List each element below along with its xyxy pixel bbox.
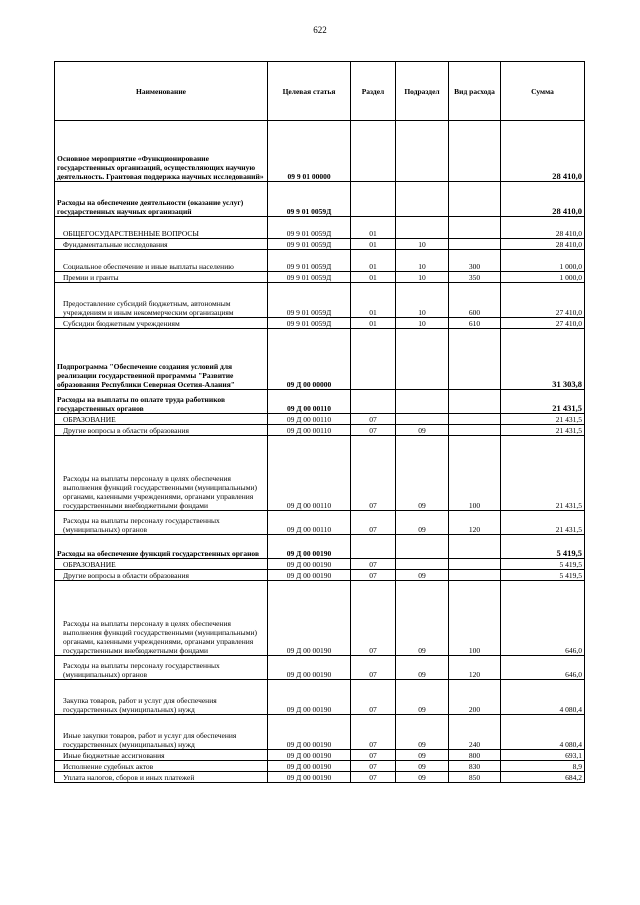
cell-section: 07 xyxy=(351,414,396,425)
cell-subsection: 10 xyxy=(396,272,449,283)
cell-amount: 4 080,4 xyxy=(501,680,585,715)
cell-target: 09 Д 00 00190 xyxy=(268,559,351,570)
cell-subsection xyxy=(396,559,449,570)
cell-name: Предоставление субсидий бюджетным, автономным учреждениям и иным некоммерческим организациям xyxy=(55,283,268,318)
page-number: 622 xyxy=(313,25,327,35)
cell-amount: 684,2 xyxy=(501,772,585,783)
cell-name: Расходы на обеспечение деятельности (оказание услуг) государственных научных организаций xyxy=(55,182,268,217)
cell-kind xyxy=(449,559,501,570)
table-row xyxy=(55,250,585,272)
cell-subsection xyxy=(396,182,449,217)
cell-subsection xyxy=(396,535,449,559)
cell-section: 07 xyxy=(351,761,396,772)
cell-section: 01 xyxy=(351,239,396,250)
cell-name: Социальное обеспечение и иные выплаты населению xyxy=(55,250,268,272)
header-name: Наименование xyxy=(55,62,268,121)
cell-target: 09 Д 00 00190 xyxy=(268,715,351,750)
table-row xyxy=(55,121,585,182)
cell-target: 09 Д 00 00110 xyxy=(268,390,351,414)
cell-subsection: 10 xyxy=(396,283,449,318)
cell-target: 09 Д 00 00190 xyxy=(268,680,351,715)
cell-kind xyxy=(449,425,501,436)
cell-kind xyxy=(449,182,501,217)
table-row xyxy=(55,182,585,217)
cell-target: 09 9 01 0059Д xyxy=(268,272,351,283)
cell-amount: 21 431,5 xyxy=(501,425,585,436)
cell-amount: 5 419,5 xyxy=(501,559,585,570)
cell-amount: 28 410,0 xyxy=(501,239,585,250)
cell-kind xyxy=(449,390,501,414)
cell-section xyxy=(351,390,396,414)
cell-name: Расходы на выплаты по оплате труда работников государственных органов xyxy=(55,390,268,414)
cell-kind: 100 xyxy=(449,436,501,511)
header-subsection: Подраздел xyxy=(396,62,449,121)
cell-target: 09 Д 00 00190 xyxy=(268,570,351,581)
cell-subsection: 09 xyxy=(396,436,449,511)
cell-amount: 31 303,8 xyxy=(501,329,585,390)
cell-section xyxy=(351,182,396,217)
table-row xyxy=(55,656,585,680)
cell-kind xyxy=(449,239,501,250)
cell-name: Подпрограмма "Обеспечение создания условий для реализации государственной программы "Развитие образования Республики Северная Осетия-Алания" xyxy=(55,329,268,390)
cell-subsection: 09 xyxy=(396,715,449,750)
cell-subsection xyxy=(396,390,449,414)
cell-kind xyxy=(449,570,501,581)
cell-kind xyxy=(449,217,501,239)
cell-name: Расходы на выплаты персоналу государственных (муниципальных) органов xyxy=(55,656,268,680)
cell-name: Премии и гранты xyxy=(55,272,268,283)
cell-name: Исполнение судебных актов xyxy=(55,761,268,772)
cell-subsection xyxy=(396,414,449,425)
cell-target: 09 9 01 0059Д xyxy=(268,250,351,272)
table-row xyxy=(55,761,585,772)
cell-section: 07 xyxy=(351,436,396,511)
header-section: Раздел xyxy=(351,62,396,121)
cell-target: 09 Д 00 00190 xyxy=(268,750,351,761)
table-row xyxy=(55,272,585,283)
header-amount: Сумма xyxy=(501,62,585,121)
cell-amount: 8,9 xyxy=(501,761,585,772)
cell-amount: 21 431,5 xyxy=(501,390,585,414)
table-row xyxy=(55,559,585,570)
cell-kind: 240 xyxy=(449,715,501,750)
cell-name: Другие вопросы в области образования xyxy=(55,425,268,436)
cell-subsection xyxy=(396,121,449,182)
cell-target: 09 9 01 00000 xyxy=(268,121,351,182)
cell-amount: 21 431,5 xyxy=(501,436,585,511)
cell-kind: 850 xyxy=(449,772,501,783)
cell-kind: 100 xyxy=(449,581,501,656)
table-row xyxy=(55,425,585,436)
cell-name: Расходы на выплаты персоналу в целях обеспечения выполнения функций государственными (муниципальными) органами, казенными учреждениями, органами управления государственными внебюджетными фондами xyxy=(55,436,268,511)
cell-subsection: 09 xyxy=(396,761,449,772)
table-row xyxy=(55,318,585,329)
cell-section: 07 xyxy=(351,656,396,680)
cell-section: 07 xyxy=(351,715,396,750)
table-row xyxy=(55,570,585,581)
cell-section: 01 xyxy=(351,283,396,318)
budget-table xyxy=(54,61,585,783)
cell-target: 09 Д 00 00110 xyxy=(268,436,351,511)
cell-section: 07 xyxy=(351,680,396,715)
cell-kind: 830 xyxy=(449,761,501,772)
cell-subsection: 10 xyxy=(396,250,449,272)
cell-kind xyxy=(449,121,501,182)
cell-name: Фундаментальные исследования xyxy=(55,239,268,250)
cell-subsection: 09 xyxy=(396,750,449,761)
cell-target: 09 Д 00 00110 xyxy=(268,414,351,425)
cell-name: ОБРАЗОВАНИЕ xyxy=(55,414,268,425)
cell-target: 09 Д 00 00000 xyxy=(268,329,351,390)
cell-name: Уплата налогов, сборов и иных платежей xyxy=(55,772,268,783)
cell-amount: 27 410,0 xyxy=(501,318,585,329)
cell-subsection: 10 xyxy=(396,239,449,250)
cell-section: 01 xyxy=(351,250,396,272)
cell-name: Расходы на выплаты персоналу в целях обеспечения выполнения функций государственными (муниципальными) органами, казенными учреждениями, органами управления государственными внебюджетными фондами xyxy=(55,581,268,656)
cell-target: 09 Д 00 00190 xyxy=(268,581,351,656)
cell-name: Расходы на выплаты персоналу государственных (муниципальных) органов xyxy=(55,511,268,535)
cell-target: 09 Д 00 00190 xyxy=(268,535,351,559)
table-row xyxy=(55,750,585,761)
cell-section: 07 xyxy=(351,570,396,581)
cell-name: Иные закупки товаров, работ и услуг для обеспечения государственных (муниципальных) нужд xyxy=(55,715,268,750)
cell-name: Субсидии бюджетным учреждениям xyxy=(55,318,268,329)
cell-subsection: 09 xyxy=(396,680,449,715)
cell-amount: 1 000,0 xyxy=(501,250,585,272)
cell-amount: 4 080,4 xyxy=(501,715,585,750)
cell-section: 07 xyxy=(351,772,396,783)
header-expense-type: Вид расхода xyxy=(449,62,501,121)
cell-name: Основное мероприятие «Функционирование государственных организаций, осуществляющих научную деятельность. Грантовая поддержка научных исследований» xyxy=(55,121,268,182)
cell-amount: 28 410,0 xyxy=(501,121,585,182)
cell-target: 09 Д 00 00110 xyxy=(268,511,351,535)
cell-subsection: 09 xyxy=(396,511,449,535)
cell-target: 09 9 01 0059Д xyxy=(268,239,351,250)
cell-name: Расходы на обеспечение функций государственных органов xyxy=(55,535,268,559)
cell-section: 07 xyxy=(351,750,396,761)
cell-target: 09 9 01 0059Д xyxy=(268,182,351,217)
cell-target: 09 Д 00 00190 xyxy=(268,761,351,772)
cell-amount: 693,1 xyxy=(501,750,585,761)
cell-target: 09 9 01 0059Д xyxy=(268,283,351,318)
cell-name: Иные бюджетные ассигнования xyxy=(55,750,268,761)
cell-amount: 646,0 xyxy=(501,656,585,680)
table-row xyxy=(55,329,585,390)
cell-section: 01 xyxy=(351,272,396,283)
cell-kind: 600 xyxy=(449,283,501,318)
cell-section xyxy=(351,535,396,559)
table-row xyxy=(55,581,585,656)
cell-subsection: 09 xyxy=(396,581,449,656)
table-row xyxy=(55,414,585,425)
cell-amount: 27 410,0 xyxy=(501,283,585,318)
table-row xyxy=(55,511,585,535)
cell-name: ОБЩЕГОСУДАРСТВЕННЫЕ ВОПРОСЫ xyxy=(55,217,268,239)
cell-target: 09 Д 00 00190 xyxy=(268,772,351,783)
table-row xyxy=(55,283,585,318)
cell-kind xyxy=(449,414,501,425)
cell-kind: 800 xyxy=(449,750,501,761)
cell-section: 07 xyxy=(351,511,396,535)
table-header-row xyxy=(55,62,585,121)
header-target: Целевая статья xyxy=(268,62,351,121)
cell-subsection: 09 xyxy=(396,425,449,436)
cell-amount: 28 410,0 xyxy=(501,217,585,239)
cell-kind: 300 xyxy=(449,250,501,272)
cell-kind xyxy=(449,535,501,559)
cell-name: Другие вопросы в области образования xyxy=(55,570,268,581)
cell-subsection: 09 xyxy=(396,656,449,680)
cell-subsection: 10 xyxy=(396,318,449,329)
cell-amount: 5 419,5 xyxy=(501,535,585,559)
cell-subsection: 09 xyxy=(396,570,449,581)
cell-kind: 200 xyxy=(449,680,501,715)
table-row xyxy=(55,772,585,783)
table-row xyxy=(55,217,585,239)
table-row xyxy=(55,715,585,750)
cell-target: 09 Д 00 00190 xyxy=(268,656,351,680)
table-row xyxy=(55,680,585,715)
cell-section xyxy=(351,121,396,182)
table-row xyxy=(55,535,585,559)
cell-target: 09 9 01 0059Д xyxy=(268,318,351,329)
cell-section: 07 xyxy=(351,581,396,656)
cell-section: 01 xyxy=(351,217,396,239)
table-row xyxy=(55,390,585,414)
cell-kind: 350 xyxy=(449,272,501,283)
table-row xyxy=(55,239,585,250)
cell-amount: 646,0 xyxy=(501,581,585,656)
cell-kind: 120 xyxy=(449,656,501,680)
cell-name: Закупка товаров, работ и услуг для обеспечения государственных (муниципальных) нужд xyxy=(55,680,268,715)
table-row xyxy=(55,436,585,511)
cell-target: 09 9 01 0059Д xyxy=(268,217,351,239)
cell-kind: 610 xyxy=(449,318,501,329)
cell-kind xyxy=(449,329,501,390)
cell-amount: 21 431,5 xyxy=(501,511,585,535)
cell-kind: 120 xyxy=(449,511,501,535)
cell-amount: 28 410,0 xyxy=(501,182,585,217)
cell-section xyxy=(351,329,396,390)
cell-section: 01 xyxy=(351,318,396,329)
cell-section: 07 xyxy=(351,425,396,436)
cell-subsection xyxy=(396,217,449,239)
cell-amount: 5 419,5 xyxy=(501,570,585,581)
cell-amount: 1 000,0 xyxy=(501,272,585,283)
cell-amount: 21 431,5 xyxy=(501,414,585,425)
cell-subsection: 09 xyxy=(396,772,449,783)
cell-target: 09 Д 00 00110 xyxy=(268,425,351,436)
cell-section: 07 xyxy=(351,559,396,570)
cell-name: ОБРАЗОВАНИЕ xyxy=(55,559,268,570)
cell-subsection xyxy=(396,329,449,390)
